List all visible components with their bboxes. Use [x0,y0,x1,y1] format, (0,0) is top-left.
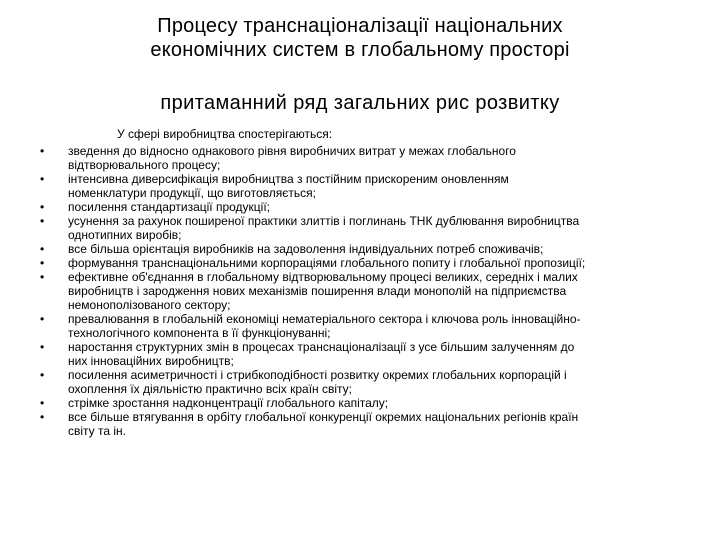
bullet-dot-icon: • [40,368,45,382]
slide-subtitle: притаманний ряд загальних рис розвитку [160,92,560,114]
bullet-text-line: однотипних виробів; [68,228,182,242]
bullet-text-line: немонополізованого сектору; [68,298,231,312]
bullet-dot-icon: • [40,144,45,158]
bullet-item [40,270,680,312]
bullet-text-line: стрімке зростання надконцентрації глобального капіталу; [68,396,389,410]
bullet-text-line: інтенсивна диверсифікація виробництва з постійним прискореним оновленням [68,172,509,186]
bullet-item [40,368,680,396]
bullet-dot-icon: • [40,270,45,284]
bullet-dot-icon: • [40,242,45,256]
bullet-text-line: ефективне об'єднання в глобальному відтворювальному процесі великих, середніх і малих [68,270,578,284]
bullet-item [40,396,680,410]
bullet-item [40,256,680,270]
bullet-text-line: номенклатури продукції, що виготовляється; [68,186,316,200]
bullet-text-line: все більше втягування в орбіту глобальної конкуренції окремих національних регіонів країн [68,410,579,424]
bullet-list [40,144,680,438]
bullet-text-line: превалювання в глобальній економіці нематеріального сектора і ключова роль інноваційно- [68,312,581,326]
bullet-item [40,214,680,242]
title-line-2: економічних систем в глобальному просторі [150,39,570,61]
bullet-dot-icon: • [40,200,45,214]
bullet-item [40,242,680,256]
bullet-dot-icon: • [40,256,45,270]
bullet-dot-icon: • [40,312,45,326]
intro-text: У сфері виробництва спостерігаються: [117,127,333,141]
bullet-text-line: відтворювального процесу; [68,158,221,172]
bullet-text-line: охоплення їх діяльністю практично всіх країн світу; [68,382,353,396]
bullet-item [40,410,680,438]
bullet-dot-icon: • [40,396,45,410]
bullet-text-line: все більша орієнтація виробників на задоволення індивідуальних потреб споживачів; [68,242,544,256]
bullet-text-line: виробництв і зародження нових механізмів поширення влади монополій на підприємства [68,284,567,298]
bullet-dot-icon: • [40,340,45,354]
bullet-dot-icon: • [40,172,45,186]
bullet-text-line: посилення асиметричності і стрибкоподібності розвитку окремих глобальних корпорацій і [68,368,567,382]
bullet-item [40,312,680,340]
bullet-item [40,144,680,172]
bullet-text-line: посилення стандартизації продукції; [68,200,271,214]
bullet-text-line: зведення до відносно однакового рівня виробничих витрат у межах глобального [68,144,516,158]
bullet-item [40,172,680,200]
bullet-item [40,340,680,368]
bullet-text-line: світу та ін. [68,424,127,438]
bullet-dot-icon: • [40,410,45,424]
bullet-text-line: наростання структурних змін в процесах транснаціоналізації з усе більшим залученням до [68,340,575,354]
bullet-item [40,200,680,214]
bullet-dot-icon: • [40,214,45,228]
bullet-text-line: усунення за рахунок поширеної практики злиттів і поглинань ТНК дублювання виробництва [68,214,580,228]
title-line-1: Процесу транснаціоналізації національних [157,15,563,37]
bullet-text-line: них інноваційних виробництв; [68,354,234,368]
slide-title [60,14,660,62]
bullet-text-line: технологічного компонента в її функціонуванні; [68,326,331,340]
bullet-text-line: формування транснаціональними корпораціями глобального попиту і глобальної пропозиції; [68,256,586,270]
